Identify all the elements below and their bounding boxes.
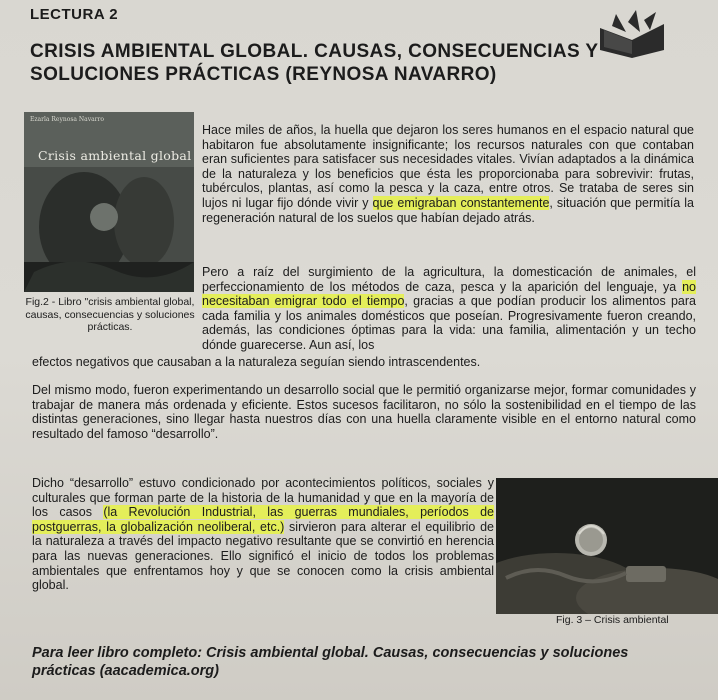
book-cover-author: Ezarla Reynosa Navarro — [30, 116, 105, 123]
figure-3-caption: Fig. 3 – Crisis ambiental — [556, 614, 669, 626]
footer-line-2: prácticas (aacademica.org) — [32, 663, 219, 679]
book-cover-title: Crisis ambiental global — [38, 148, 192, 163]
paragraph-1: Hace miles de años, la huella que dejaron los seres humanos en el espacio natural que habitaron fue absolutamente insignificante; los recursos naturales con que contaban eran suficientes para satisfacer sus necesidades vitales. Vivían adaptados a la dinámica de la naturaleza y los beneficios que ésta les proporcionaba para sobrevivir: frutas, tubérculos, plantas, así como la pesca y la caza, entre otros. Se trataba de seres sin lujos ni lugar fijo dónde vivir y que emigraban constantemente, situación que permitía la regeneración natural de los suelos que habían dejado atrás. — [202, 123, 694, 225]
lesson-label: LECTURA 2 — [30, 6, 119, 23]
book-cover-image — [24, 112, 194, 292]
highlight-no-necesitaban: no necesitaban emigrar todo el tiempo — [202, 279, 696, 309]
paragraph-3: Del mismo modo, fueron experimentando un desarrollo social que le permitió organizarse mejor, formar comunidades y trabajar de manera más ordenada y eficiente. Estos sucesos facilitaron, no sólo la sostenibilidad en el tiempo de las distintas generaciones, sino llegar hasta nuestros días con una huella claramente visible en el entorno natural como resultado del famoso “desarrollo”. — [32, 383, 696, 441]
footer-line-1: Para leer libro completo: Crisis ambiental global. Causas, consecuencias y soluciones — [32, 645, 629, 661]
crisis-image — [496, 478, 718, 614]
crisis-illustration — [496, 478, 718, 614]
figure-2-caption: Fig.2 - Libro "crisis ambiental global, causas, consecuencias y soluciones prácticas. — [25, 296, 195, 333]
paragraph-2-tail: efectos negativos que causaban a la naturaleza seguían siendo intrascendentes. — [32, 355, 481, 369]
highlight-revolucion: (la Revolución Industrial, las guerras mundiales, períodos de postguerras, la globalización neoliberal, etc.) — [32, 505, 494, 534]
highlight-emigraban: que emigraban constantemente — [372, 195, 550, 210]
paragraph-2: Pero a raíz del surgimiento de la agricultura, la domesticación de animales, el perfeccionamiento de los métodos de caza, pesca y la aparición del lenguaje, ya no necesitaban emigrar todo el tiempo, gracias a que podían producir los alimentos para cada familia y los animales domésticos que poseían. Progresivamente fueron creando, además, las condiciones óptimas para la vida: una familia, alimentación y un techo dónde guarecerse. Aun así, los — [202, 265, 696, 352]
paragraph-4: Dicho “desarrollo” estuvo condicionado por acontecimientos políticos, sociales y culturales que forman parte de la historia de la humanidad y que en la mayoría de los casos (la Revolución Industrial, las guerras mundiales, períodos de postguerras, la globalización neoliberal, etc.) sirvieron para alterar el equilibrio de la naturaleza a través del impacto negativo resultante que se convirtió en herencia para las nuevas generaciones. Ello significó el inicio de todos los problemas ambientales que enfrentamos hoy y que se conocen como la crisis ambiental global. — [32, 476, 494, 593]
read-more-footer — [32, 644, 718, 680]
book-cover-illustration — [24, 112, 194, 292]
page-title: CRISIS AMBIENTAL GLOBAL. CAUSAS, CONSECUENCIAS Y SOLUCIONES PRÁCTICAS (REYNOSA NAVARRO) — [30, 41, 599, 85]
